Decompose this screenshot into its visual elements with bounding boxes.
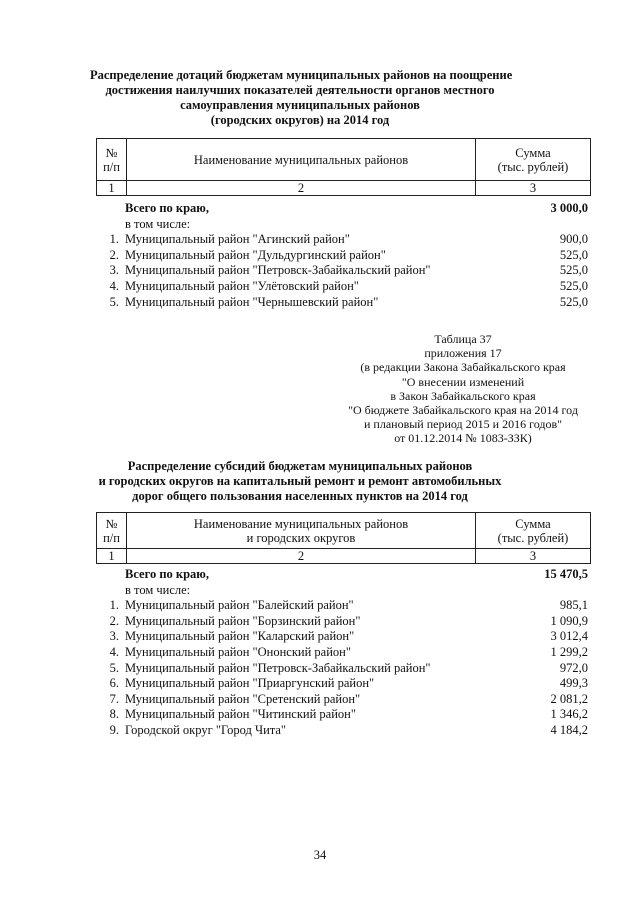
section1-title-line: самоуправления муниципальных районов xyxy=(180,98,420,112)
section1-rows xyxy=(103,201,588,310)
note-line: Таблица 37 xyxy=(434,332,492,346)
note-line: приложения 17 xyxy=(424,346,502,361)
header-sum-cell xyxy=(476,513,591,549)
row-name: Муниципальный район "Агинский район" xyxy=(125,232,350,247)
table-row xyxy=(103,263,588,279)
row-number: 6. xyxy=(109,676,119,691)
table-row xyxy=(103,645,588,661)
total-value: 15 470,5 xyxy=(544,567,588,581)
table-row xyxy=(103,661,588,677)
row-value: 4 184,2 xyxy=(550,722,588,737)
col-number: 1 xyxy=(97,549,127,564)
row-number: 1. xyxy=(109,598,119,613)
row-number: 2. xyxy=(109,613,119,628)
row-number: 3. xyxy=(109,629,119,644)
header-num-line: № xyxy=(105,145,118,160)
table-row xyxy=(103,723,588,739)
row-value: 985,1 xyxy=(559,598,588,613)
header-sum-line: Сумма xyxy=(515,145,551,160)
row-name: Муниципальный район "Дульдургинский район" xyxy=(125,247,386,262)
note-line: (в редакции Закона Забайкальского края xyxy=(360,360,566,375)
note-line: в Закон Забайкальского края xyxy=(390,388,536,403)
row-value: 900,0 xyxy=(559,232,588,247)
header-num-line: № xyxy=(105,516,118,531)
header-num-cell xyxy=(97,513,127,549)
row-name: Муниципальный район "Борзинский район" xyxy=(125,613,361,628)
table-row xyxy=(103,692,588,708)
section2-title-line: дорог общего пользования населенных пунктов на 2014 год xyxy=(132,489,468,503)
row-name: Муниципальный район "Читинский район" xyxy=(125,707,356,722)
including-label: в том числе: xyxy=(125,582,191,597)
row-number: 8. xyxy=(109,707,119,722)
row-value: 525,0 xyxy=(559,294,588,309)
section2-title xyxy=(90,459,510,504)
section1-header-table xyxy=(96,138,591,196)
total-row xyxy=(103,201,588,217)
row-value: 1 299,2 xyxy=(550,644,588,659)
section2-rows xyxy=(103,567,588,739)
row-value: 525,0 xyxy=(559,278,588,293)
header-name-line: Наименование муниципальных районов xyxy=(193,516,409,531)
row-number: 1. xyxy=(109,232,119,247)
col-number: 3 xyxy=(476,181,591,196)
header-name-line: и городских округов xyxy=(246,530,356,545)
row-value: 525,0 xyxy=(559,263,588,278)
row-name: Муниципальный район "Чернышевский район" xyxy=(125,294,379,309)
row-number: 4. xyxy=(109,278,119,293)
row-value: 2 081,2 xyxy=(550,691,588,706)
row-name: Муниципальный район "Балейский район" xyxy=(125,598,354,613)
header-sum-line: (тыс. рублей) xyxy=(497,159,569,174)
note-line: и плановый период 2015 и 2016 годов" xyxy=(363,417,563,432)
table-row xyxy=(103,295,588,311)
row-number: 7. xyxy=(109,691,119,706)
total-value: 3 000,0 xyxy=(550,201,588,215)
header-sum-line: (тыс. рублей) xyxy=(497,530,569,545)
row-name: Муниципальный район "Ононский район" xyxy=(125,644,351,659)
table-row xyxy=(103,676,588,692)
table-row xyxy=(103,248,588,264)
row-number: 5. xyxy=(109,660,119,675)
table-row xyxy=(103,232,588,248)
table-row xyxy=(103,707,588,723)
row-name: Муниципальный район "Приаргунский район" xyxy=(125,676,375,691)
header-name-cell xyxy=(127,139,476,181)
table-row xyxy=(103,279,588,295)
row-number: 5. xyxy=(109,294,119,309)
section1-title-line: достижения наилучших показателей деятельности органов местного xyxy=(105,83,495,97)
row-name: Муниципальный район "Сретенский район" xyxy=(125,691,361,706)
section1-title-line: Распределение дотаций бюджетам муниципальных районов на поощрение xyxy=(90,68,513,82)
including-row xyxy=(103,217,588,233)
note-line: "О бюджете Забайкальского края на 2014 год xyxy=(348,403,578,418)
row-name: Муниципальный район "Каларский район" xyxy=(125,629,355,644)
row-name: Муниципальный район "Улётовский район" xyxy=(125,278,359,293)
header-name-line: Наименование муниципальных районов xyxy=(193,152,409,167)
row-name: Муниципальный район "Петровск-Забайкальский район" xyxy=(125,263,431,278)
row-value: 1 346,2 xyxy=(550,707,588,722)
note-line: "О внесении изменений xyxy=(401,374,525,389)
page-number: 34 xyxy=(313,848,327,862)
row-value: 525,0 xyxy=(559,247,588,262)
col-number: 2 xyxy=(127,549,476,564)
row-name: Муниципальный район "Петровск-Забайкальский район" xyxy=(125,660,431,675)
row-value: 499,3 xyxy=(559,676,588,691)
col-number: 3 xyxy=(476,549,591,564)
header-num-cell xyxy=(97,139,127,181)
section2-title-line: Распределение субсидий бюджетам муниципальных районов xyxy=(127,459,473,473)
header-name-cell xyxy=(127,513,476,549)
row-value: 972,0 xyxy=(559,660,588,675)
section1-title-line: (городских округов) на 2014 год xyxy=(210,113,390,127)
total-label: Всего по краю, xyxy=(125,567,209,581)
col-number: 2 xyxy=(127,181,476,196)
row-value: 1 090,9 xyxy=(550,613,588,628)
row-name: Городской округ "Город Чита" xyxy=(125,722,287,737)
total-label: Всего по краю, xyxy=(125,201,209,215)
table-row xyxy=(103,629,588,645)
table-row xyxy=(103,598,588,614)
table-row xyxy=(103,614,588,630)
header-sum-line: Сумма xyxy=(515,516,551,531)
header-sum-cell xyxy=(476,139,591,181)
section2-title-line: и городских округов на капитальный ремонт и ремонт автомобильных xyxy=(98,474,502,488)
row-number: 3. xyxy=(109,263,119,278)
including-label: в том числе: xyxy=(125,216,191,231)
header-num-line: п/п xyxy=(103,530,120,545)
row-number: 2. xyxy=(109,247,119,262)
row-number: 4. xyxy=(109,644,119,659)
including-row xyxy=(103,583,588,599)
col-number: 1 xyxy=(97,181,127,196)
row-value: 3 012,4 xyxy=(550,629,588,644)
table-note xyxy=(318,332,608,446)
total-row xyxy=(103,567,588,583)
note-line: от 01.12.2014 № 1083-ЗЗК) xyxy=(394,431,532,446)
header-num-line: п/п xyxy=(103,159,120,174)
row-number: 9. xyxy=(109,722,119,737)
section1-title xyxy=(90,68,513,128)
section2-header-table xyxy=(96,512,591,564)
